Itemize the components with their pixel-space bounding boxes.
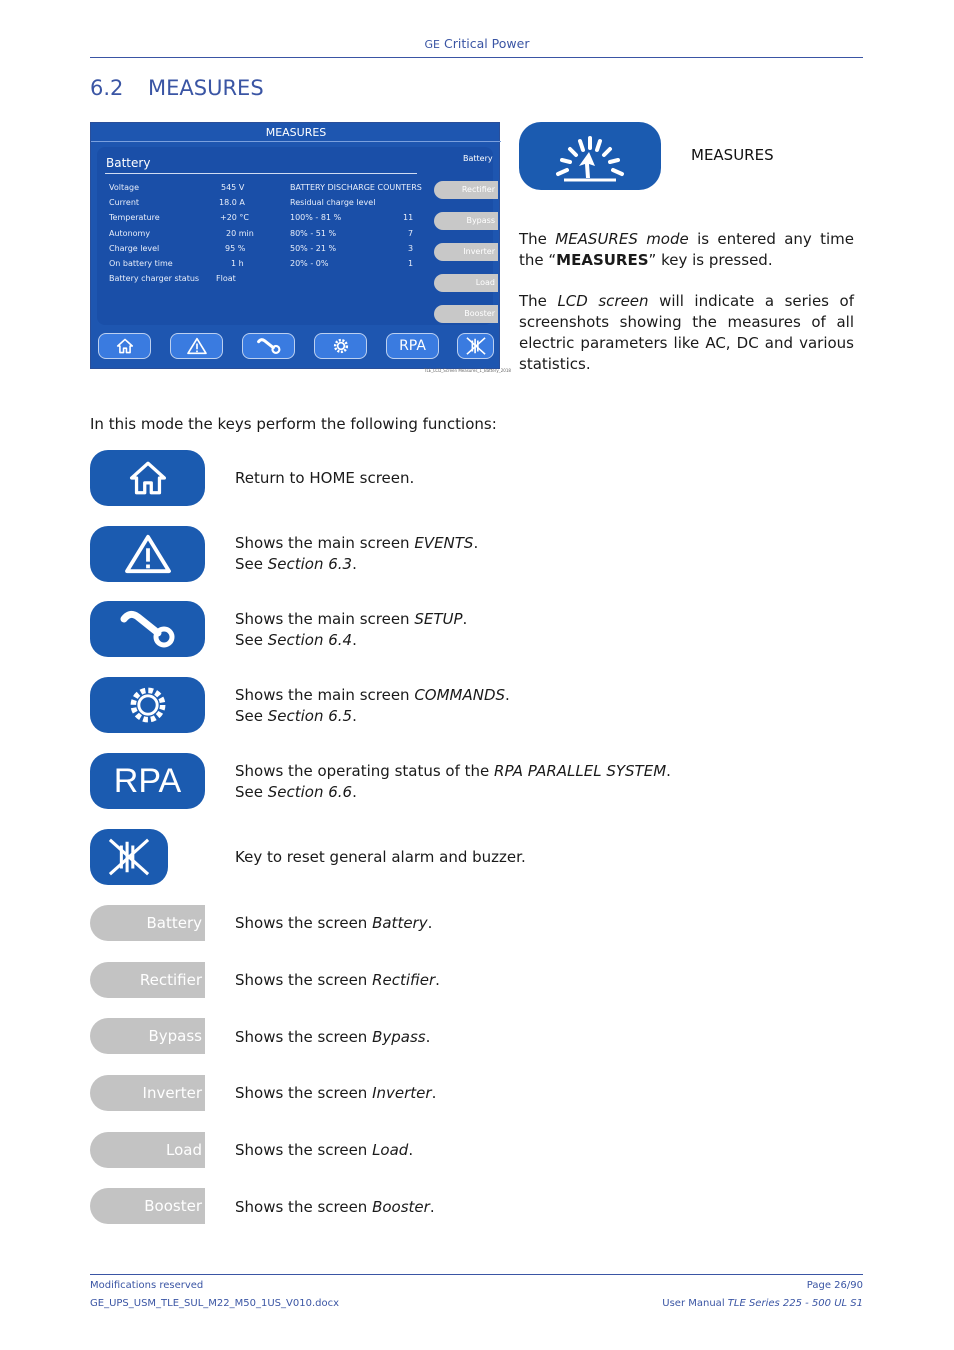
lcd-reset-button[interactable] [457, 333, 494, 359]
events-key[interactable] [90, 526, 205, 582]
lcd-row-value: 18.0 A [219, 198, 245, 207]
figure-caption: TLE_LCD_Screen Measures_1_Battery_2018 [424, 368, 511, 373]
lcd-row-value: 95 % [225, 244, 246, 253]
text-run-italic: Bypass [372, 1028, 426, 1046]
keys-intro: In this mode the keys perform the following functions: [90, 415, 497, 433]
events-key-description [235, 533, 478, 575]
lcd-row-value: +20 °C [220, 213, 250, 222]
text-run-italic: EVENTS [414, 534, 474, 552]
lcd-title-divider [91, 141, 501, 142]
reset-key-description: Key to reset general alarm and buzzer. [235, 848, 526, 866]
lcd-row-label: Battery charger status [109, 274, 200, 283]
bypass-key[interactable]: Bypass [90, 1018, 205, 1054]
inverter-key-description: Shows the screen Inverter. [235, 1084, 437, 1102]
lcd-rpa-button[interactable]: RPA [386, 333, 439, 359]
text-run-italic: COMMANDS [414, 686, 506, 704]
home-key[interactable] [90, 450, 205, 506]
lcd-row-value: 1 h [231, 259, 244, 268]
gauge-icon [542, 128, 638, 184]
lcd-bypass-button[interactable]: Bypass [434, 212, 498, 230]
reset-key[interactable] [90, 829, 168, 885]
commands-key[interactable] [90, 677, 205, 733]
text-run: Shows the main screen [235, 686, 415, 704]
section-reference: Section 6.4 [267, 631, 353, 649]
lcd-home-button[interactable] [98, 333, 151, 359]
load-key-description: Shows the screen Load. [235, 1141, 414, 1159]
footer-rule [90, 1274, 863, 1275]
gear-icon [126, 683, 170, 727]
lcd-row-label: Current [109, 198, 140, 207]
lcd-subtitle-divider [105, 173, 417, 174]
text-run: See [235, 783, 268, 801]
lcd-row-label: Temperature [109, 213, 160, 222]
page-header [0, 36, 954, 51]
section-reference: Section 6.3 [267, 555, 353, 573]
battery-key[interactable]: Battery [90, 905, 205, 941]
paragraph-measures-mode [519, 229, 854, 271]
footer-filename: GE_UPS_USM_TLE_SUL_M22_M50_1US_V010.docx [90, 1298, 340, 1309]
text-run: See [235, 707, 268, 725]
section-reference: Section 6.6 [267, 783, 353, 801]
home-key-description: Return to HOME screen. [235, 469, 415, 487]
text-run-italic: TLE Series 225 - 500 UL S1 [727, 1298, 863, 1309]
home-icon [128, 460, 168, 496]
lcd-inverter-button[interactable]: Inverter [434, 243, 498, 261]
text-run-italic: RPA PARALLEL SYSTEM [494, 762, 667, 780]
lcd-counter-value: 11 [403, 213, 414, 222]
text-run: The [519, 292, 558, 310]
buzzer-mute-icon [106, 836, 152, 878]
section-reference: Section 6.5 [267, 707, 353, 725]
text-run: . [352, 783, 357, 801]
text-run: is entered any time the “ [519, 230, 855, 269]
setup-key-description [235, 609, 467, 651]
footer-page-number: Page 26/90 [806, 1280, 863, 1291]
warning-icon [123, 533, 173, 575]
lcd-load-button[interactable]: Load [434, 274, 498, 292]
text-run: . [505, 686, 510, 704]
rpa-key-description [235, 761, 671, 803]
text-run: . [473, 534, 479, 552]
text-run: . [666, 762, 671, 780]
text-run: . [462, 610, 468, 628]
lcd-counter-label: BATTERY DISCHARGE COUNTERS [290, 183, 422, 192]
header-brand-ge: GE [424, 38, 440, 51]
lcd-counter-value: 7 [408, 229, 414, 238]
text-run: See [235, 555, 268, 573]
commands-key-description [235, 685, 510, 727]
text-run: Shows the screen [235, 1028, 373, 1046]
header-rule [90, 57, 863, 58]
lcd-counter-label: 20% - 0% [290, 259, 329, 268]
rpa-key[interactable]: RPA [90, 753, 205, 809]
wrench-icon [117, 609, 179, 649]
text-run-italic: MEASURES mode [555, 230, 689, 248]
text-run: Shows the operating status of the [235, 762, 495, 780]
section-number: 6.2 [90, 76, 124, 100]
lcd-counter-value: 1 [408, 259, 414, 268]
lcd-counter-label: 100% - 81 % [290, 213, 342, 222]
lcd-booster-button[interactable]: Booster [434, 305, 498, 323]
home-icon [116, 338, 134, 354]
text-run: Shows the screen [235, 1084, 373, 1102]
text-run: . [352, 555, 357, 573]
text-run-italic: Rectifier [372, 971, 436, 989]
lcd-row-label: Autonomy [109, 229, 151, 238]
text-run-italic: Booster [372, 1198, 430, 1216]
battery-key-description: Shows the screen Battery. [235, 914, 433, 932]
lcd-row-value: 20 min [226, 229, 254, 238]
gear-icon [331, 336, 351, 356]
header-brand: Critical Power [443, 36, 530, 51]
text-run: See [235, 631, 268, 649]
text-run: Shows the screen [235, 914, 373, 932]
rectifier-key[interactable]: Rectifier [90, 962, 205, 998]
load-key[interactable]: Load [90, 1132, 205, 1168]
lcd-events-button[interactable] [170, 333, 223, 359]
lcd-screen-tag: Battery [463, 154, 493, 163]
text-run: User Manual [662, 1298, 728, 1309]
lcd-row-value: Float [216, 274, 236, 283]
lcd-setup-button[interactable] [242, 333, 295, 359]
measures-key[interactable] [519, 122, 661, 190]
text-run: . [352, 707, 357, 725]
text-run: Shows the main screen [235, 534, 415, 552]
lcd-counter-label: 80% - 51 % [290, 229, 337, 238]
bypass-key-description: Shows the screen Bypass. [235, 1028, 431, 1046]
text-run-italic: Battery [372, 914, 428, 932]
text-run: Shows the screen [235, 1198, 373, 1216]
text-run-italic: SETUP [414, 610, 463, 628]
inverter-key[interactable]: Inverter [90, 1075, 205, 1111]
section-title: MEASURES [148, 76, 264, 100]
paragraph-lcd-screen [519, 291, 854, 375]
setup-key[interactable] [90, 601, 205, 657]
wrench-icon [256, 337, 282, 355]
lcd-row-label: Charge level [109, 244, 160, 253]
footer-modifications: Modifications reserved [90, 1280, 204, 1291]
lcd-rectifier-button[interactable]: Rectifier [434, 181, 498, 199]
text-run: The [519, 230, 556, 248]
footer-manual-title [662, 1298, 863, 1309]
lcd-row-label: Voltage [109, 183, 140, 192]
lcd-counter-label: 50% - 21 % [290, 244, 337, 253]
text-run-bold: MEASURES [556, 251, 649, 269]
text-run: Shows the screen [235, 1141, 373, 1159]
text-run: Shows the screen [235, 971, 373, 989]
text-run: Shows the main screen [235, 610, 415, 628]
rectifier-key-description: Shows the screen Rectifier. [235, 971, 440, 989]
text-run: . [352, 631, 357, 649]
lcd-title: MEASURES [265, 126, 327, 139]
lcd-row-value: 545 V [221, 183, 245, 192]
booster-key-description: Shows the screen Booster. [235, 1198, 435, 1216]
measures-label: MEASURES [691, 146, 774, 164]
buzzer-mute-icon [465, 336, 487, 356]
lcd-screenshot [90, 122, 500, 369]
warning-icon [186, 337, 208, 355]
lcd-subtitle: Battery [106, 156, 151, 170]
text-run-italic: LCD screen [557, 292, 649, 310]
text-run: ” key is pressed. [648, 251, 773, 269]
text-run: will indicate a series of screenshots showing the measures of all electric parameters like AC, DC and various statistics. [519, 292, 854, 373]
booster-key[interactable]: Booster [90, 1188, 205, 1224]
text-run-italic: Load [372, 1141, 409, 1159]
text-run-italic: Inverter [372, 1084, 432, 1102]
lcd-counter-label: Residual charge level [290, 198, 376, 207]
lcd-commands-button[interactable] [314, 333, 367, 359]
lcd-row-label: On battery time [109, 259, 173, 268]
lcd-counter-value: 3 [408, 244, 414, 253]
